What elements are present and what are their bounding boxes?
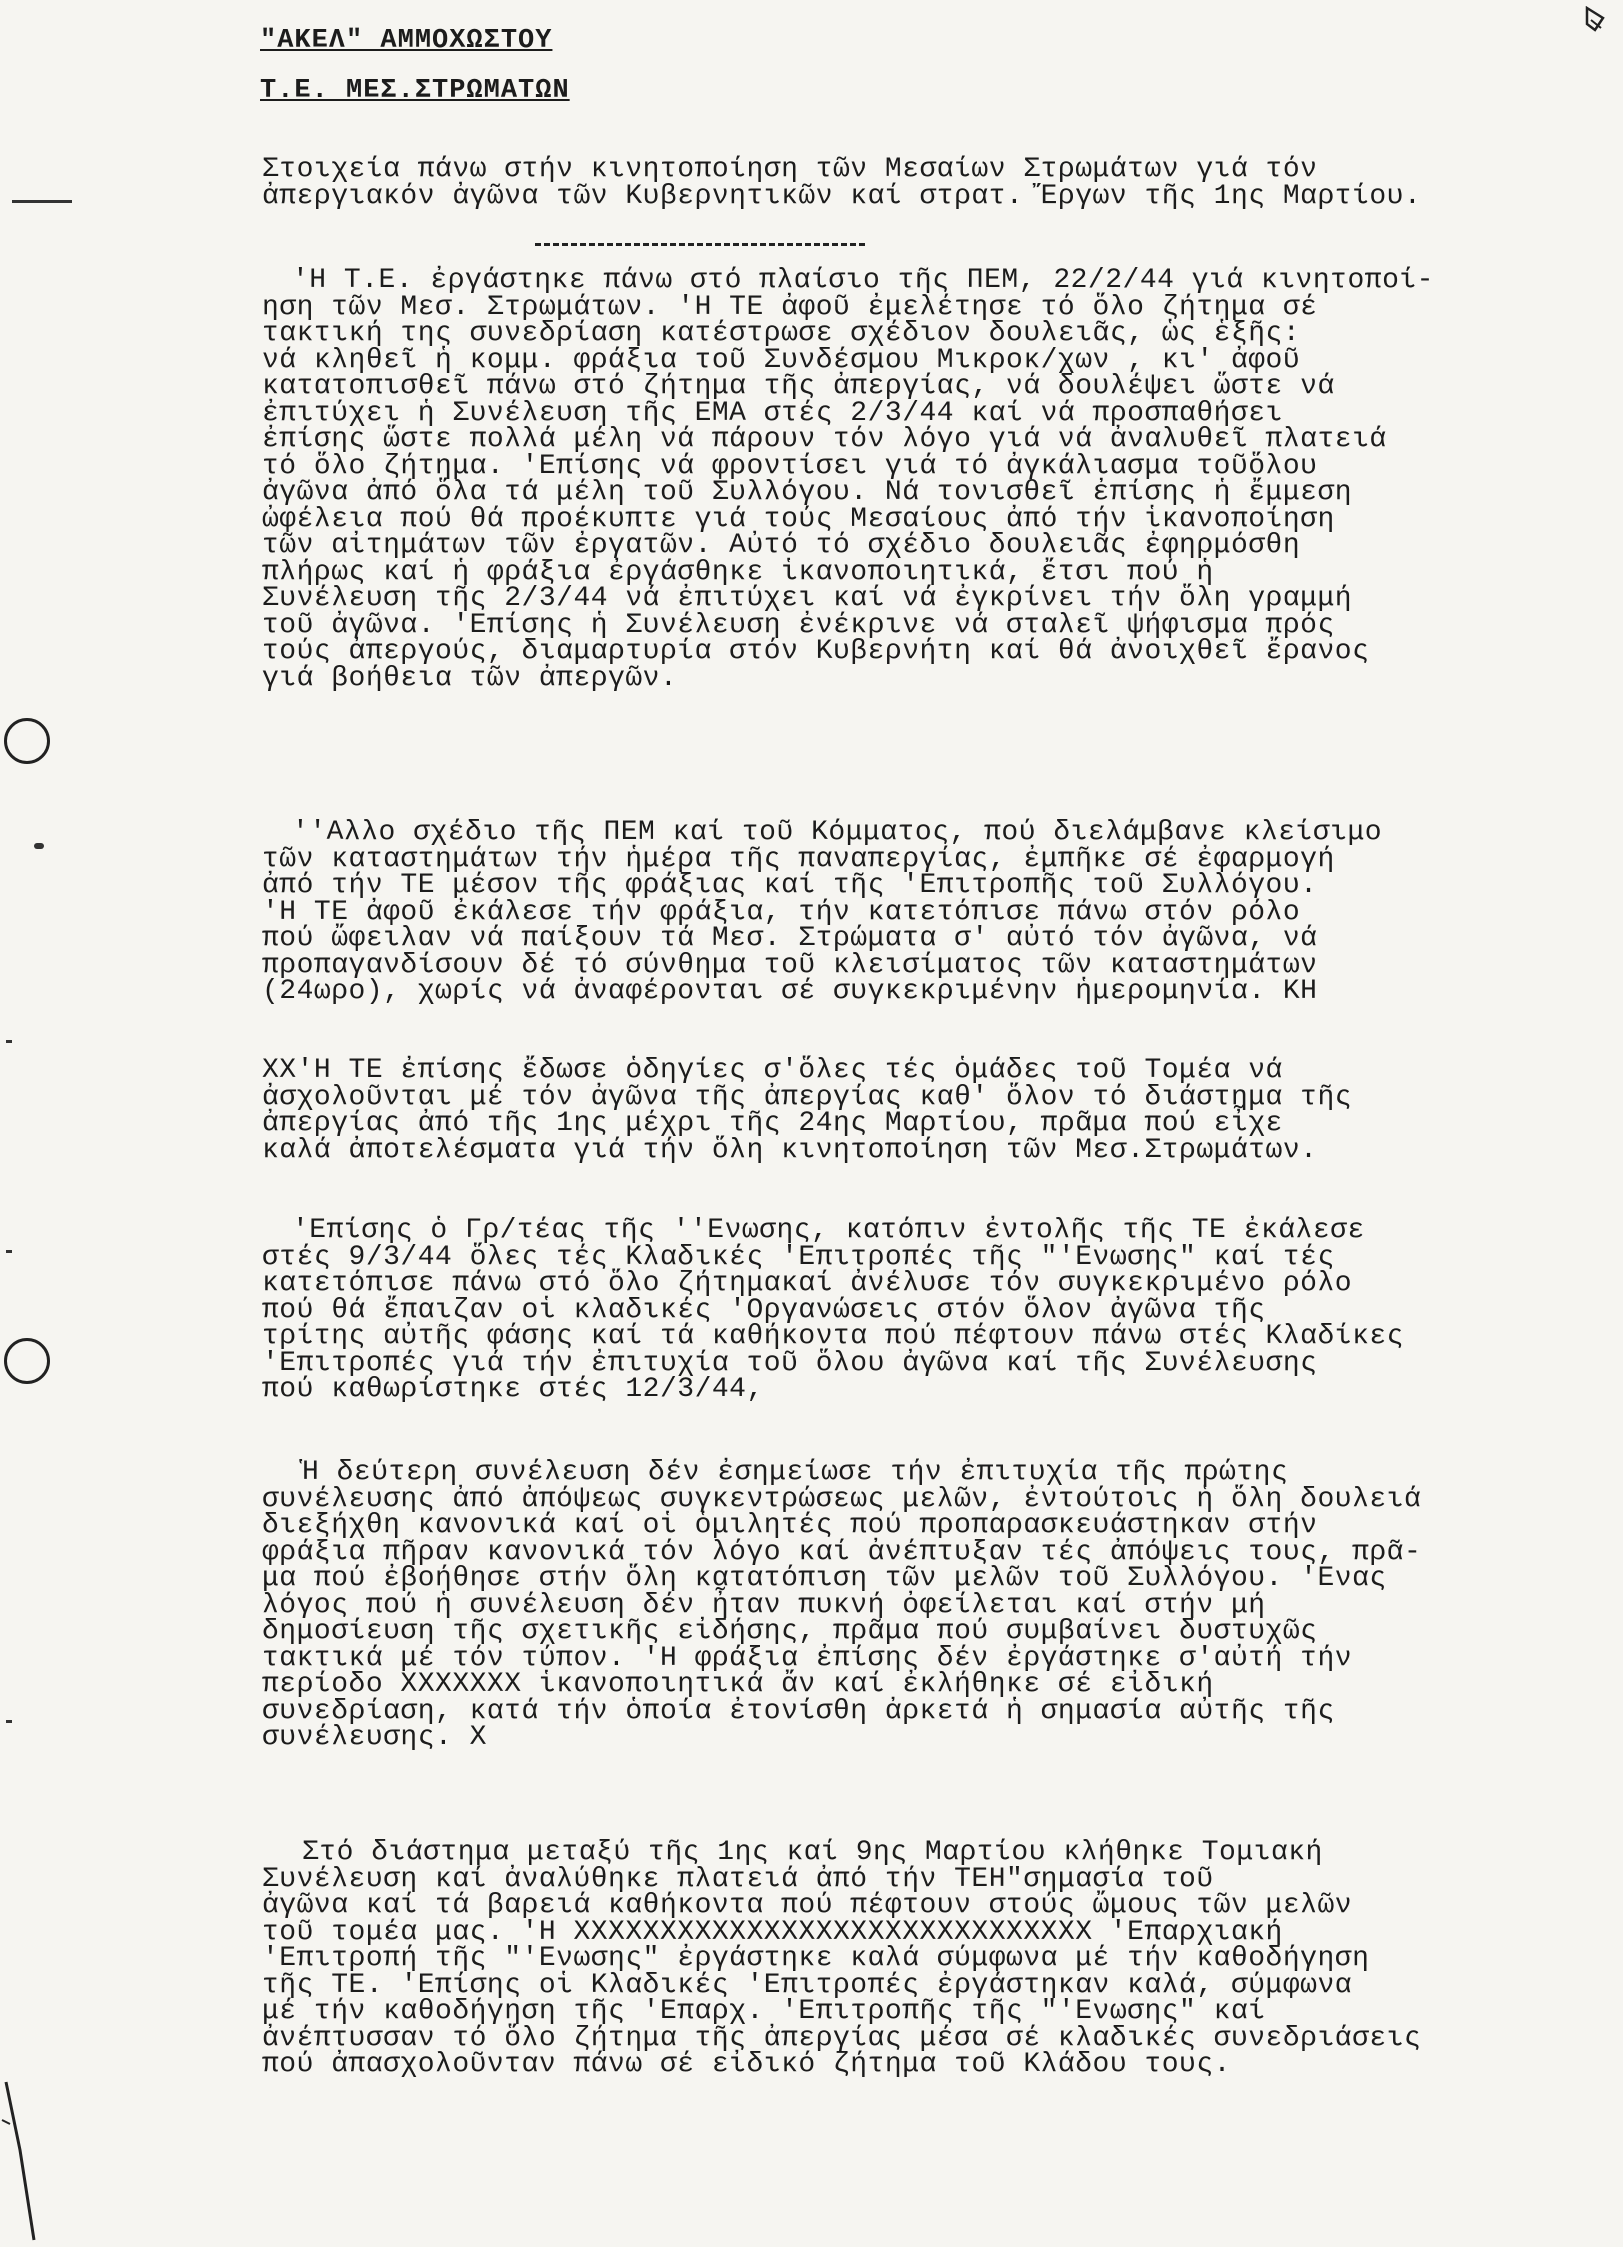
text-line: Στό διάστημα μεταξύ τῆς 1ης καί 9ης Μαρτίου κλήθηκε Τομιακή (302, 1837, 1323, 1868)
text-line: κατετόπισε πάνω στό ὅλο ζήτημακαί ἀνέλυσε τόν συγκεκριμένο ρόλο (262, 1268, 1353, 1299)
paragraph (262, 1837, 1612, 2080)
text-line: περίοδο ΧΧΧΧΧΧΧ ἱκανοποιητικά ἄν καί ἐκλήθηκε σέ εἰδική (262, 1669, 1214, 1700)
paragraph (262, 1457, 1612, 1753)
margin-tick (6, 1250, 12, 1253)
text-line: τακτική της συνεδρίαση κατέστρωσε σχέδιον δουλειᾶς, ὡς ἑξῆς: (262, 318, 1301, 349)
text-line: καλά ἀποτελέσματα γιά τήν ὅλη κινητοποίηση τῶν Μεσ.Στρωμάτων. (262, 1134, 1318, 1166)
text-line: ἀγῶνα καί τά βαρειά καθήκοντα πού πέφτουν στούς ὤμους τῶν μελῶν (262, 1890, 1353, 1921)
separator-rule (535, 243, 865, 246)
text-line: Στοιχεία πάνω στήν κινητοποίηση τῶν Μεσαίων Στρωμάτων γιά τόν (262, 154, 1318, 185)
margin-dot (34, 843, 44, 849)
margin-pen-stroke (0, 2080, 60, 2247)
text-line: ηση τῶν Μεσ. Στρωμάτων. 'Η ΤΕ ἀφοῦ ἐμελέτησε τό ὅλο ζήτημα σέ (262, 291, 1318, 323)
paragraph (262, 1215, 1612, 1405)
text-line: ἀνέπτυσσαν τό ὅλο ζήτημα τῆς ἀπεργίας μέσα σέ κλαδικές συνεδριάσεις (262, 2022, 1422, 2054)
text-line: νά κληθεῖ ἡ κομμ. φράξια τοῦ Συνδέσμου Μικροκ/χων , κι' ἀφοῦ (262, 344, 1301, 376)
text-line: 'Επιτροπές γιά τήν ἐπιτυχία τοῦ ὅλου ἀγῶνα καί τῆς Συνέλευσης (262, 1347, 1318, 1379)
text-line: 'Επιτροπή τῆς "'Ενωσης" ἐργάστηκε καλά σύμφωνα μέ τήν καθοδήγηση (262, 1943, 1370, 1974)
paragraph (262, 817, 1612, 1007)
margin-tick (6, 1040, 12, 1043)
text-line: τῶν καταστημάτων τήν ἡμέρα τῆς παναπεργίας, ἐμπῆκε σέ ἐφαρμογή (262, 843, 1335, 875)
text-line: ἀπεργιακόν ἀγῶνα τῶν Κυβερνητικῶν καί στρατ. Ἔργων τῆς 1ης Μαρτίου. (262, 180, 1422, 212)
punch-hole-upper (4, 718, 50, 764)
text-line: 'Η ΤΕ ἀφοῦ ἐκάλεσε τήν φράξια, τήν κατετόπισε πάνω στόν ρόλο (262, 896, 1301, 928)
text-line: ἀγῶνα ἀπό ὅλα τά μέλη τοῦ Συλλόγου. Νά τονισθεῖ ἐπίσης ἡ ἔμμεση (262, 477, 1353, 508)
text-line: πού καθωρίστηκε στές 12/3/44, (262, 1374, 764, 1405)
text-line: λόγος πού ἡ συνέλευση δέν ἦταν πυκνή ὀφείλεται καί στήν μή (262, 1589, 1266, 1621)
margin-tick (6, 1720, 12, 1723)
text-line: τῆς ΤΕ. 'Επίσης οἱ Κλαδικές 'Επιτροπές ἐργάστηκαν καλά, σύμφωνα (262, 1969, 1353, 2001)
text-line: γιά βοήθεια τῶν ἀπεργῶν. (262, 662, 678, 694)
text-line: ἀπό τήν ΤΕ μέσον τῆς φράξιας καί τῆς 'Επιτροπῆς τοῦ Συλλόγου. (262, 870, 1318, 901)
text-line: τακτικά μέ τόν τύπον. 'Η φράξια ἐπίσης δέν ἐργάστηκε σ'αὐτή τήν (262, 1642, 1353, 1674)
text-line: μέ τήν καθοδήγηση τῆς 'Επαρχ. 'Επιτροπῆς τῆς "'Ενωσης" καί (262, 1996, 1266, 2027)
text-line: συνέλευσης ἀπό ἀπόψεως συγκεντρώσεως μελῶν, ἐντούτοις ἡ ὅλη δουλειά (262, 1483, 1422, 1515)
text-line: ἐπίσης ὥστε πολλά μέλη νά πάρουν τόν λόγο γιά νά ἀναλυθεῖ πλατειά (262, 424, 1387, 455)
text-line: Συνέλευση τῆς 2/3/44 νά ἐπιτύχει καί νά ἐγκρίνει τήν ὅλη γραμμή (262, 583, 1353, 614)
text-line: φράξια πῆραν κανονικά τόν λόγο καί ἀνέπτυξαν τές ἀπόψεις τους, πρᾶ- (262, 1536, 1422, 1568)
text-line: ὠφέλεια πού θά προέκυπτε γιά τούς Μεσαίους ἀπό τήν ἱκανοποίηση (262, 503, 1335, 535)
text-line: πού θά ἔπαιζαν οἱ κλαδικές 'Οργανώσεις στόν ὅλον ἀγῶνα τῆς (262, 1294, 1266, 1326)
text-line: κατατοπισθεῖ πάνω στό ζήτημα τῆς ἀπεργίας, νά δουλέψει ὥστε νά (262, 371, 1335, 402)
text-line: συνέλευσης. Χ (262, 1722, 487, 1753)
corner-ink-mark (1583, 6, 1609, 34)
text-line: 'Η Τ.Ε. ἐργάστηκε πάνω στό πλαίσιο τῆς ΠΕΜ, 22/2/44 γιά κινητοποί- (292, 265, 1434, 296)
margin-dash-top (12, 200, 72, 203)
intro-paragraph (262, 154, 1612, 212)
text-line: τῶν αἰτημάτων τῶν ἐργατῶν. Αὐτό τό σχέδιο δουλειᾶς ἐφηρμόσθη (262, 530, 1301, 561)
paragraph (262, 265, 1612, 694)
text-line: πλήρως καί ἡ φράξια ἐργάσθηκε ἱκανοποιητικά, ἔτσι πού ἡ (262, 556, 1214, 588)
text-line: ἐπιτύχει ἡ Συνέλευση τῆς ΕΜΑ στές 2/3/44 καί νά προσπαθήσει (262, 397, 1283, 429)
text-line: τρίτης αὐτῆς φάσης καί τά καθήκοντα πού πέφτουν πάνω στές Κλαδίκες (262, 1321, 1404, 1352)
text-line: ΧΧ'Η ΤΕ ἐπίσης ἔδωσε ὁδηγίες σ'ὅλες τές ὁμάδες τοῦ Τομέα νά (262, 1055, 1283, 1086)
punch-hole-lower (4, 1338, 50, 1384)
text-line: πού ὤφειλαν νά παίξουν τά Μεσ. Στρώματα σ' αὐτό τόν ἀγῶνα, νά (262, 923, 1318, 954)
text-line: στές 9/3/44 ὅλες τές Κλαδικές 'Επιτροπές τῆς "'Ενωσης" καί τές (262, 1241, 1335, 1273)
text-line: ἀσχολοῦνται μέ τόν ἀγῶνα τῆς ἀπεργίας καθ' ὅλον τό διάστημα τῆς (262, 1081, 1353, 1113)
text-line: ''Αλλο σχέδιο τῆς ΠΕΜ καί τοῦ Κόμματος, πού διελάμβανε κλείσιμο (292, 817, 1383, 848)
text-line: Ἡ δεύτερη συνέλευση δέν ἐσημείωσε τήν ἐπιτυχία τῆς πρώτης (302, 1457, 1289, 1488)
text-line: πού ἀπασχολοῦνταν πάνω σέ εἰδικό ζήτημα τοῦ Κλάδου τους. (262, 2049, 1231, 2080)
text-line: μα πού ἐβοήθησε στήν ὅλη κατατόπιση τῶν μελῶν τοῦ Συλλόγου. 'Ενας (262, 1563, 1387, 1594)
text-line: ἀπεργίας ἀπό τῆς 1ης μέχρι τῆς 24ης Μαρτίου, πρᾶμα πού εἶχε (262, 1108, 1283, 1139)
text-line: συνεδρίαση, κατά τήν ὁποία ἐτονίσθη ἀρκετά ἡ σημασία αὐτῆς τῆς (262, 1695, 1335, 1727)
paragraph (262, 1055, 1612, 1166)
text-line: τοῦ τομέα μας. 'Η ΧΧΧΧΧΧΧΧΧΧΧΧΧΧΧΧΧΧΧΧΧΧΧΧΧΧΧΧΧΧ 'Επαρχιακή (262, 1916, 1283, 1948)
text-line: τοῦ ἀγῶνα. 'Επίσης ἡ Συνέλευση ἐνέκρινε νά σταλεῖ ψήφισμα πρός (262, 609, 1335, 641)
text-line: Συνέλευση καί ἀναλύθηκε πλατειά ἀπό τήν ΤΕΗ"σημασία τοῦ (262, 1863, 1214, 1895)
text-line: 'Επίσης ὁ Γρ/τέας τῆς ''Ενωσης, κατόπιν ἐντολῆς τῆς ΤΕ ἐκάλεσε (292, 1215, 1365, 1246)
text-line: δημοσίευση τῆς σχετικῆς εἰδήσης, πρᾶμα πού συμβαίνει δυστυχῶς (262, 1616, 1318, 1647)
header-party: "ΑΚΕΛ" ΑΜΜΟΧΩΣΤΟΥ (260, 26, 553, 56)
text-line: προπαγανδίσουν δέ τό σύνθημα τοῦ κλεισίματος τῶν καταστημάτων (262, 949, 1318, 981)
text-line: διεξήχθη κανονικά καί οἱ ὁμιλητές πού προπαρασκευάστηκαν στήν (262, 1510, 1318, 1541)
text-line: τούς ἀπεργούς, διαμαρτυρία στόν Κυβερνήτη καί θά ἀνοιχθεῖ ἔρανος (262, 636, 1370, 667)
text-line: τό ὅλο ζήτημα. 'Επίσης νά φροντίσει γιά τό ἀγκάλιασμα τοῦὅλου (262, 450, 1318, 482)
text-line: (24ωρο), χωρίς νά ἀναφέρονται σέ συγκεκριμένην ἡμερομηνία. ΚΗ (262, 976, 1318, 1007)
header-committee: Τ.Ε. ΜΕΣ.ΣΤΡΩΜΑΤΩΝ (260, 76, 570, 106)
